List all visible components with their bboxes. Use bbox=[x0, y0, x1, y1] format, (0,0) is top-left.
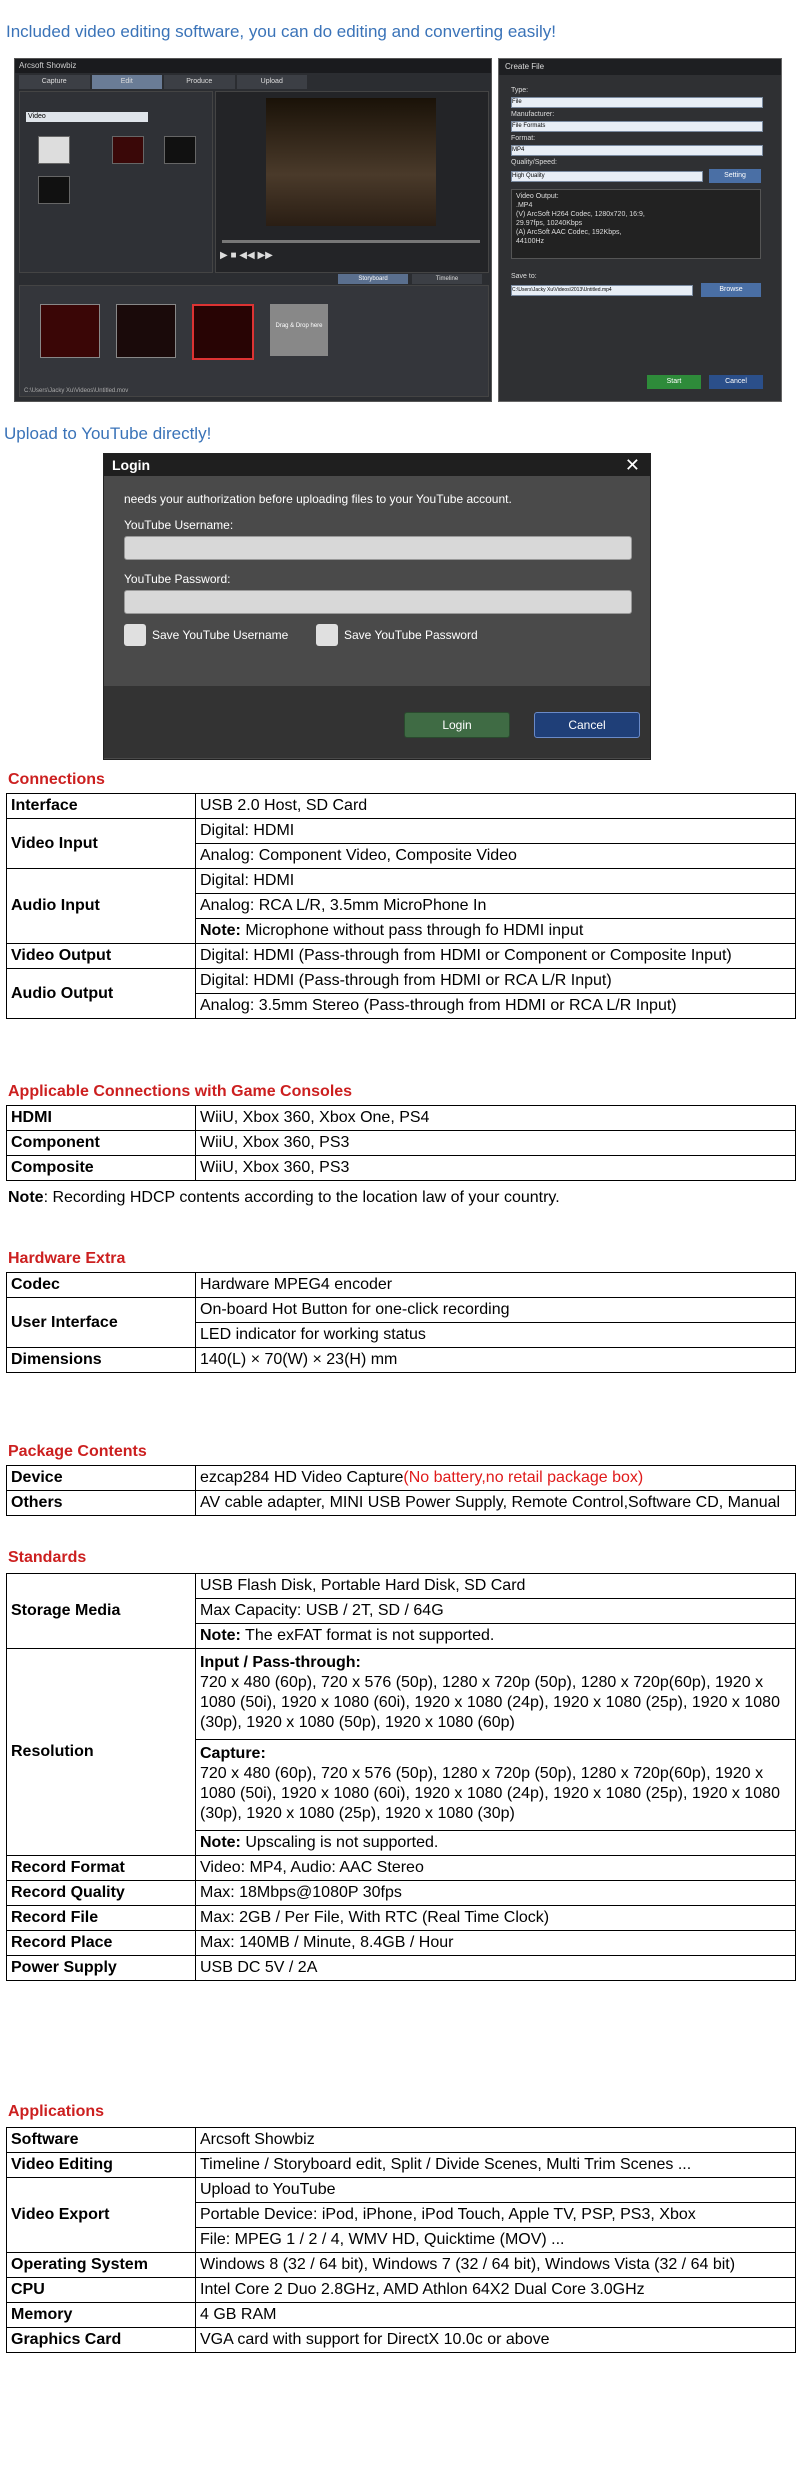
user-interface-value: On-board Hot Button for one-click recording bbox=[196, 1298, 796, 1323]
media-thumb[interactable] bbox=[112, 136, 144, 164]
video-input-value: Analog: Component Video, Composite Video bbox=[196, 844, 796, 869]
storyboard-tab[interactable]: Storyboard bbox=[338, 274, 408, 284]
create-file-dialog bbox=[498, 58, 782, 402]
table-row bbox=[7, 2128, 796, 2153]
table-row bbox=[7, 1491, 796, 1516]
video-input-label: Video Input bbox=[7, 819, 196, 869]
connections-title: Connections bbox=[8, 771, 105, 788]
cancel-button[interactable]: Cancel bbox=[534, 712, 640, 738]
media-thumb[interactable] bbox=[38, 136, 70, 164]
interface-label: Interface bbox=[7, 794, 196, 819]
timeline-tab[interactable]: Timeline bbox=[412, 274, 482, 284]
record-format-value: Video: MP4, Audio: AAC Stereo bbox=[196, 1856, 796, 1881]
editor-tab-produce[interactable]: Produce bbox=[164, 75, 235, 89]
table-row bbox=[7, 869, 796, 894]
os-value: Windows 8 (32 / 64 bit), Windows 7 (32 / 64 bit), Windows Vista (32 / 64 bit) bbox=[196, 2253, 796, 2278]
connections-table bbox=[6, 793, 796, 1019]
video-output-value: Digital: HDMI (Pass-through from HDMI or Component or Composite Input) bbox=[196, 944, 796, 969]
table-row bbox=[7, 1156, 796, 1181]
browse-button[interactable]: Browse bbox=[701, 283, 761, 297]
table-row bbox=[7, 1348, 796, 1373]
storyboard-clip[interactable] bbox=[192, 304, 254, 360]
start-button[interactable]: Start bbox=[647, 375, 701, 389]
video-export-label: Video Export bbox=[7, 2178, 196, 2253]
note-label: Note bbox=[8, 1189, 44, 1206]
editor-tab-capture[interactable]: Capture bbox=[19, 75, 90, 89]
media-library bbox=[19, 91, 213, 273]
table-row bbox=[7, 969, 796, 994]
video-output-line: .MP4 bbox=[516, 202, 533, 209]
input-resolutions bbox=[196, 1649, 796, 1740]
storyboard-clip[interactable] bbox=[40, 304, 100, 358]
consoles-title: Applicable Connections with Game Consoles bbox=[8, 1083, 353, 1100]
quality-label: Quality/Speed: bbox=[511, 159, 557, 166]
media-filter-dropdown[interactable]: Video bbox=[26, 112, 148, 122]
package-table bbox=[6, 1465, 796, 1516]
resolution-label: Resolution bbox=[7, 1649, 196, 1856]
format-label: Format: bbox=[511, 135, 536, 142]
video-input-value: Digital: HDMI bbox=[196, 819, 796, 844]
video-output-line: 44100Hz bbox=[516, 238, 545, 245]
record-quality-value: Max: 18Mbps@1080P 30fps bbox=[196, 1881, 796, 1906]
storage-label: Storage Media bbox=[7, 1574, 196, 1649]
os-label: Operating System bbox=[7, 2253, 196, 2278]
note-text: Upscaling is not supported. bbox=[240, 1834, 439, 1851]
password-label: YouTube Password: bbox=[124, 572, 231, 586]
format-select[interactable]: MP4 bbox=[511, 145, 763, 156]
memory-label: Memory bbox=[7, 2303, 196, 2328]
record-file-value: Max: 2GB / Per File, With RTC (Real Time Clock) bbox=[196, 1906, 796, 1931]
table-row bbox=[7, 1273, 796, 1298]
applications-title: Applications bbox=[8, 2103, 105, 2120]
resolution-note bbox=[196, 1831, 796, 1856]
dimensions-value: 140(L) × 70(W) × 23(H) mm bbox=[196, 1348, 796, 1373]
storage-note bbox=[196, 1624, 796, 1649]
editor-title: Arcsoft Showbiz bbox=[15, 59, 491, 73]
hdmi-value: WiiU, Xbox 360, Xbox One, PS4 bbox=[196, 1106, 796, 1131]
audio-input-value: Analog: RCA L/R, 3.5mm MicroPhone In bbox=[196, 894, 796, 919]
note-label: Note: bbox=[200, 1834, 241, 1851]
table-row bbox=[7, 819, 796, 844]
table-row bbox=[7, 1649, 796, 1740]
youtube-caption: Upload to YouTube directly! bbox=[4, 424, 212, 443]
audio-input-label: Audio Input bbox=[7, 869, 196, 944]
composite-label: Composite bbox=[7, 1156, 196, 1181]
hardware-table bbox=[6, 1272, 796, 1373]
cpu-label: CPU bbox=[7, 2278, 196, 2303]
device-value bbox=[196, 1466, 796, 1491]
save-path-input[interactable]: C:\Users\Jacky Xu\Videos\2013\Untitled.mp4 bbox=[511, 285, 693, 296]
username-label: YouTube Username: bbox=[124, 518, 234, 532]
login-button[interactable]: Login bbox=[404, 712, 510, 738]
editor-tab-edit[interactable]: Edit bbox=[92, 75, 163, 89]
seek-bar[interactable] bbox=[222, 240, 480, 243]
consoles-table bbox=[6, 1105, 796, 1181]
setting-button[interactable]: Setting bbox=[709, 169, 761, 183]
drag-drop-slot[interactable]: Drag & Drop here bbox=[270, 304, 328, 356]
video-player bbox=[215, 91, 489, 273]
type-select[interactable]: File bbox=[511, 97, 763, 108]
audio-note bbox=[196, 919, 796, 944]
video-export-value: Portable Device: iPod, iPhone, iPod Touch, Apple TV, PSP, PS3, Xbox bbox=[196, 2203, 796, 2228]
cancel-button[interactable]: Cancel bbox=[709, 375, 763, 389]
device-label: Device bbox=[7, 1466, 196, 1491]
record-place-label: Record Place bbox=[7, 1931, 196, 1956]
hardware-title: Hardware Extra bbox=[8, 1250, 126, 1267]
table-row bbox=[7, 2253, 796, 2278]
others-value: AV cable adapter, MINI USB Power Supply, Remote Control,Software CD, Manual bbox=[196, 1491, 796, 1516]
graphics-value: VGA card with support for DirectX 10.0c or above bbox=[196, 2328, 796, 2353]
graphics-label: Graphics Card bbox=[7, 2328, 196, 2353]
table-row bbox=[7, 794, 796, 819]
user-interface-value: LED indicator for working status bbox=[196, 1323, 796, 1348]
editor-status: C:\Users\Jacky Xu\Videos\Untitled.mov bbox=[24, 388, 129, 394]
video-output-label: Video Output: bbox=[516, 193, 559, 200]
package-title: Package Contents bbox=[8, 1443, 147, 1460]
consoles-note bbox=[8, 1189, 560, 1207]
memory-value: 4 GB RAM bbox=[196, 2303, 796, 2328]
manufacturer-label: Manufacturer: bbox=[511, 111, 555, 118]
table-row bbox=[7, 2278, 796, 2303]
table-row bbox=[7, 2328, 796, 2353]
input-label: Input / Pass-through: bbox=[200, 1654, 361, 1671]
component-label: Component bbox=[7, 1131, 196, 1156]
device-text: ezcap284 HD Video Capture bbox=[200, 1469, 404, 1486]
record-format-label: Record Format bbox=[7, 1856, 196, 1881]
quality-select[interactable]: High Quality bbox=[511, 171, 703, 182]
storage-value: Max Capacity: USB / 2T, SD / 64G bbox=[196, 1599, 796, 1624]
video-output-label: Video Output bbox=[7, 944, 196, 969]
capture-label: Capture: bbox=[200, 1745, 266, 1762]
login-title: Login bbox=[112, 457, 151, 473]
note-text: Microphone without pass through fo HDMI input bbox=[240, 922, 584, 939]
table-row bbox=[7, 2303, 796, 2328]
table-row bbox=[7, 1956, 796, 1981]
note-text: : Recording HDCP contents according to the location law of your country. bbox=[43, 1189, 560, 1206]
table-row bbox=[7, 1466, 796, 1491]
table-row bbox=[7, 1856, 796, 1881]
device-warning: (No battery,no retail package box) bbox=[403, 1469, 644, 1486]
power-supply-value: USB DC 5V / 2A bbox=[196, 1956, 796, 1981]
composite-value: WiiU, Xbox 360, PS3 bbox=[196, 1156, 796, 1181]
audio-input-value: Digital: HDMI bbox=[196, 869, 796, 894]
editing-caption: Included video editing software, you can do editing and converting easily! bbox=[6, 22, 557, 41]
manufacturer-select[interactable]: File Formats bbox=[511, 121, 763, 132]
login-titlebar bbox=[104, 454, 650, 476]
video-output-line: 29.97fps, 10240Kbps bbox=[516, 220, 583, 227]
interface-value: USB 2.0 Host, SD Card bbox=[196, 794, 796, 819]
video-output-line: (A) ArcSoft AAC Codec, 192Kbps, bbox=[516, 229, 622, 236]
storyboard-clip[interactable] bbox=[116, 304, 176, 358]
editor-tabs bbox=[19, 75, 309, 89]
table-row bbox=[7, 1131, 796, 1156]
video-export-value: File: MPEG 1 / 2 / 4, WMV HD, Quicktime (MOV) ... bbox=[196, 2228, 796, 2253]
capture-resolutions bbox=[196, 1740, 796, 1831]
create-file-title: Create File bbox=[499, 59, 781, 75]
table-row bbox=[7, 1574, 796, 1599]
software-value: Arcsoft Showbiz bbox=[196, 2128, 796, 2153]
video-export-value: Upload to YouTube bbox=[196, 2178, 796, 2203]
username-input[interactable] bbox=[124, 536, 632, 560]
table-row bbox=[7, 944, 796, 969]
table-row bbox=[7, 2178, 796, 2203]
login-message: needs your authorization before uploading files to your YouTube account. bbox=[124, 492, 512, 506]
audio-output-value: Analog: 3.5mm Stereo (Pass-through from HDMI or RCA L/R Input) bbox=[196, 994, 796, 1019]
power-supply-label: Power Supply bbox=[7, 1956, 196, 1981]
table-row bbox=[7, 1931, 796, 1956]
editor-screenshot bbox=[14, 58, 492, 402]
user-interface-label: User Interface bbox=[7, 1298, 196, 1348]
video-output-line: (V) ArcSoft H264 Codec, 1280x720, 16:9, bbox=[516, 211, 645, 218]
codec-value: Hardware MPEG4 encoder bbox=[196, 1273, 796, 1298]
close-icon[interactable]: ✕ bbox=[624, 455, 640, 475]
standards-table bbox=[6, 1573, 796, 1981]
cpu-value: Intel Core 2 Duo 2.8GHz, AMD Athlon 64X2 Dual Core 3.0GHz bbox=[196, 2278, 796, 2303]
editor-tab-upload[interactable]: Upload bbox=[237, 75, 308, 89]
type-label: Type: bbox=[511, 87, 529, 94]
record-quality-label: Record Quality bbox=[7, 1881, 196, 1906]
input-text: 720 x 480 (60p), 720 x 576 (50p), 1280 x 720p (50p), 1280 x 720p(60p), 1920 x 1080 (50i), 1920 x 1080 (60i), 1920 x 1080 (24p), 1920 x 1080 (25p), 1920 x 1080 (30p), 1920 x 1080 (50p), 1920 x 1080 (60p) bbox=[200, 1674, 780, 1731]
play-controls[interactable]: ▶ ■ ◀◀ ▶▶ bbox=[220, 250, 273, 261]
storage-value: USB Flash Disk, Portable Hard Disk, SD Card bbox=[196, 1574, 796, 1599]
table-row bbox=[7, 1298, 796, 1323]
audio-output-label: Audio Output bbox=[7, 969, 196, 1019]
audio-output-value: Digital: HDMI (Pass-through from HDMI or RCA L/R Input) bbox=[196, 969, 796, 994]
others-label: Others bbox=[7, 1491, 196, 1516]
save-username-label: Save YouTube Username bbox=[152, 628, 289, 642]
software-label: Software bbox=[7, 2128, 196, 2153]
component-value: WiiU, Xbox 360, PS3 bbox=[196, 1131, 796, 1156]
record-file-label: Record File bbox=[7, 1906, 196, 1931]
video-preview bbox=[266, 98, 436, 226]
table-row bbox=[7, 2153, 796, 2178]
applications-table bbox=[6, 2127, 796, 2353]
capture-text: 720 x 480 (60p), 720 x 576 (50p), 1280 x 720p (50p), 1280 x 720p(60p), 1920 x 1080 (50i), 1920 x 1080 (60i), 1920 x 1080 (24p), 1920 x 1080 (25p), 1920 x 1080 (30p), 1920 x 1080 (25p), 1920 x 1080 (30p) bbox=[200, 1765, 780, 1822]
save-username-checkbox[interactable] bbox=[124, 624, 146, 646]
save-password-checkbox[interactable] bbox=[316, 624, 338, 646]
note-label: Note: bbox=[200, 1627, 241, 1644]
save-to-label: Save to: bbox=[511, 273, 537, 280]
table-row bbox=[7, 1906, 796, 1931]
codec-label: Codec bbox=[7, 1273, 196, 1298]
login-dialog bbox=[103, 453, 651, 760]
hdmi-label: HDMI bbox=[7, 1106, 196, 1131]
table-row bbox=[7, 1881, 796, 1906]
video-output-box bbox=[511, 189, 761, 259]
standards-title: Standards bbox=[8, 1549, 87, 1566]
media-thumb[interactable] bbox=[38, 176, 70, 204]
save-password-label: Save YouTube Password bbox=[344, 628, 478, 642]
video-editing-label: Video Editing bbox=[7, 2153, 196, 2178]
table-row bbox=[7, 1106, 796, 1131]
note-label: Note: bbox=[200, 922, 241, 939]
password-input[interactable] bbox=[124, 590, 632, 614]
dimensions-label: Dimensions bbox=[7, 1348, 196, 1373]
storyboard bbox=[19, 276, 489, 397]
record-place-value: Max: 140MB / Minute, 8.4GB / Hour bbox=[196, 1931, 796, 1956]
video-editing-value: Timeline / Storyboard edit, Split / Divide Scenes, Multi Trim Scenes ... bbox=[196, 2153, 796, 2178]
media-thumb[interactable] bbox=[164, 136, 196, 164]
note-text: The exFAT format is not supported. bbox=[240, 1627, 495, 1644]
